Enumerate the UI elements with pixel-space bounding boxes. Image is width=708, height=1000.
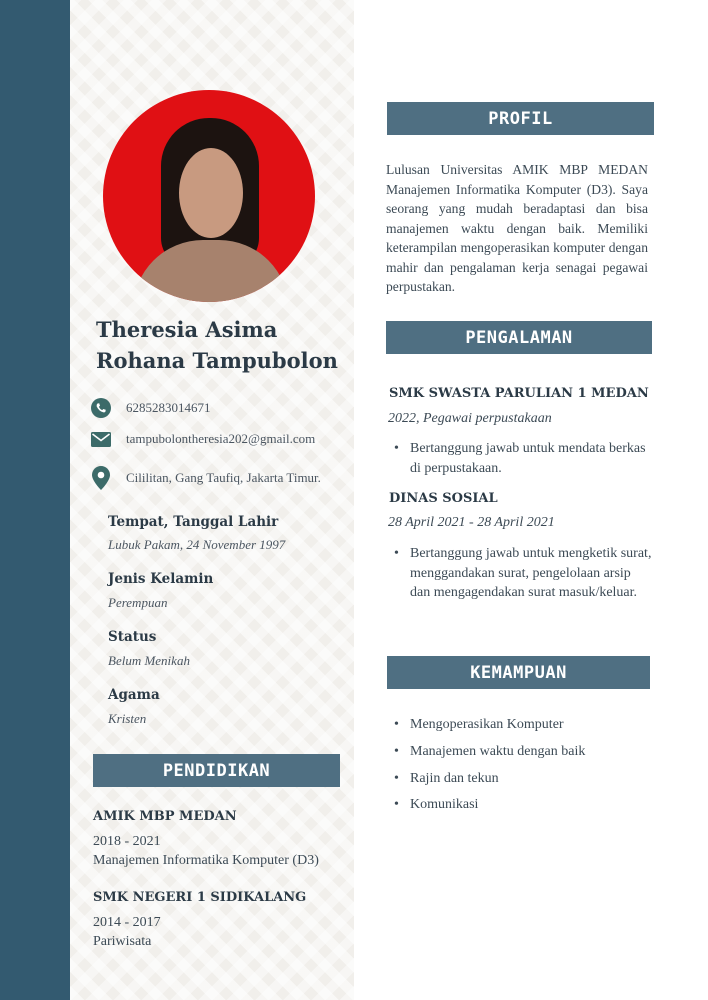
- list-item: • Rajin dan tekun: [388, 769, 650, 789]
- status-value: Belum Menikah: [108, 653, 190, 668]
- mail-icon: [90, 428, 112, 450]
- job-duties-1: [388, 439, 650, 478]
- edu-school-2: SMK NEGERI 1 SIDIKALANG: [93, 890, 307, 905]
- education-heading: PENDIDIKAN: [93, 754, 340, 787]
- contact-address: [90, 467, 350, 489]
- phone-icon: [90, 397, 112, 419]
- profile-heading: PROFIL: [387, 102, 654, 135]
- list-item: • Bertanggung jawab untuk mengketik surat, menggandakan surat, pengelolaan arsip dan mengagendakan surat masuk/keluar.: [388, 544, 652, 603]
- job-duties-2: [388, 544, 652, 603]
- profile-photo: [103, 90, 315, 302]
- status-label: Status: [108, 629, 157, 645]
- list-item: • Mengoperasikan Komputer: [388, 715, 650, 735]
- phone-number: 6285283014671: [126, 400, 211, 415]
- sidebar-stripe: [0, 0, 70, 1000]
- gender-value: Perempuan: [108, 595, 168, 610]
- religion-value: Kristen: [108, 711, 147, 726]
- list-item: • Bertanggung jawab untuk mendata berkas di perpustakaan.: [388, 439, 650, 478]
- skills-heading: KEMAMPUAN: [387, 656, 650, 689]
- job-date-2: 28 April 2021 - 28 April 2021: [388, 515, 555, 530]
- email-address: tampubolontheresia202@gmail.com: [126, 431, 316, 446]
- edu-major-1: Manajemen Informatika Komputer (D3): [93, 853, 319, 868]
- contact-email: [90, 428, 350, 450]
- list-item: • Komunikasi: [388, 795, 650, 815]
- person-name: Theresia Asima Rohana Tampubolon: [96, 317, 338, 373]
- contact-phone: [90, 397, 350, 419]
- location-pin-icon: [90, 467, 112, 489]
- address: Cililitan, Gang Taufiq, Jakarta Timur.: [126, 470, 321, 485]
- edu-years-2: 2014 - 2017: [93, 915, 161, 930]
- birth-value: Lubuk Pakam, 24 November 1997: [108, 537, 286, 552]
- job-date-1: 2022, Pegawai perpustakaan: [388, 411, 552, 426]
- experience-heading: PENGALAMAN: [386, 321, 652, 354]
- religion-label: Agama: [108, 687, 160, 703]
- skills-list: [388, 715, 650, 822]
- job-org-2: DINAS SOSIAL: [389, 491, 498, 506]
- profile-text: Lulusan Universitas AMIK MBP MEDAN Manajemen Informatika Komputer (D3). Saya seorang yang mudah beradaptasi dan bisa manajemen waktu dengan baik. Memiliki keterampilan mengoperasikan komputer dengan mahir dan pengalaman kerja senagai pegawai perpustakan.: [386, 162, 648, 294]
- gender-label: Jenis Kelamin: [108, 571, 214, 587]
- edu-major-2: Pariwisata: [93, 934, 152, 949]
- list-item: • Manajemen waktu dengan baik: [388, 742, 650, 762]
- edu-school-1: AMIK MBP MEDAN: [93, 809, 237, 824]
- job-org-1: SMK SWASTA PARULIAN 1 MEDAN: [389, 386, 649, 401]
- edu-years-1: 2018 - 2021: [93, 834, 161, 849]
- birth-label: Tempat, Tanggal Lahir: [108, 514, 279, 530]
